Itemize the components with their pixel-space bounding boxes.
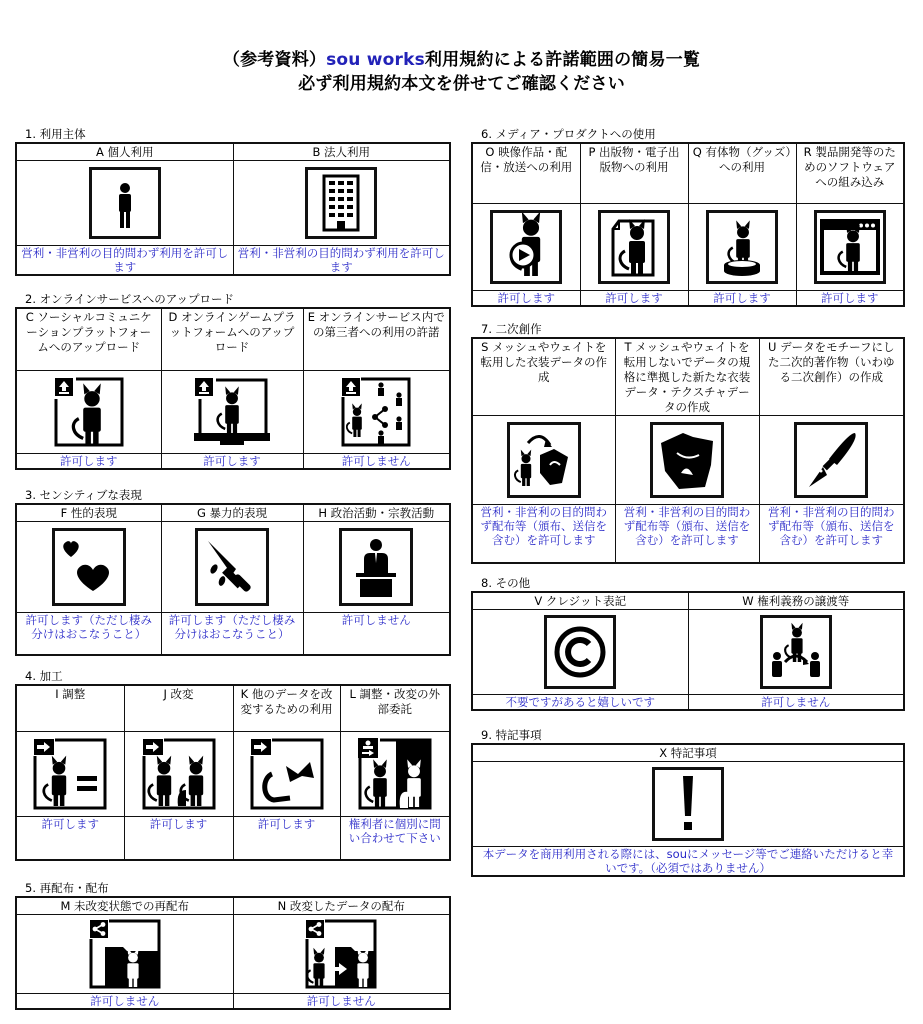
costume-transfer-icon	[507, 422, 581, 498]
section-label: 4. 加工	[25, 669, 63, 683]
status-text: 許可しません	[688, 695, 904, 711]
knife-icon	[195, 528, 269, 606]
item-header-j: J 改変	[124, 685, 233, 731]
section-redistribution	[15, 880, 451, 1010]
permission-table	[15, 684, 451, 861]
permission-table	[15, 142, 451, 276]
item-header-g: G 暴力的表現	[161, 504, 303, 522]
section-other	[471, 575, 905, 711]
section-sensitive-expression	[15, 487, 451, 656]
status-text: 許可します	[233, 816, 340, 860]
item-header-a: A 個人利用	[16, 143, 233, 161]
status-text: 本データを商用利用される際には、souにメッセージ等でご連絡いただけると幸いです。（必須ではありません）	[472, 847, 904, 877]
podium-speaker-icon	[339, 528, 413, 606]
status-text: 許可しません	[233, 994, 450, 1010]
section-label: 5. 再配布・配布	[25, 881, 109, 895]
item-header-s: S メッシュやウェイトを転用した衣装データの作成	[472, 338, 615, 416]
section-label: 3. センシティブな表現	[25, 488, 142, 502]
status-text: 許可します（ただし棲み分けはおこなうこと）	[16, 613, 161, 655]
costume-icon	[650, 422, 724, 498]
permission-table	[471, 743, 905, 877]
building-icon	[305, 167, 377, 239]
title-line-1: （参考資料）sou works利用規約による許諾範囲の簡易一覧	[222, 50, 701, 70]
upload-sns-icon	[54, 377, 124, 447]
status-text: 許可します	[16, 453, 161, 469]
document-publish-icon	[598, 210, 670, 284]
section-label: 2. オンラインサービスへのアップロード	[25, 292, 234, 306]
item-header-i: I 調整	[16, 685, 124, 731]
pen-nib-icon	[794, 422, 868, 498]
item-header-p: P 出版物・電子出版物への利用	[580, 143, 688, 203]
outsource-icon	[358, 738, 432, 810]
section-label: 6. メディア・プロダクトへの使用	[481, 127, 656, 141]
section-label: 1. 利用主体	[25, 127, 86, 141]
section-usage-subject	[15, 126, 451, 276]
item-header-o: O 映像作品・配信・放送への利用	[472, 143, 580, 203]
brand-name: sou works	[326, 50, 425, 70]
status-text: 許可します（ただし棲み分けはおこなうこと）	[161, 613, 303, 655]
exclamation-icon	[652, 767, 724, 841]
item-header-v: V クレジット表記	[472, 592, 688, 610]
status-text: 許可します	[472, 290, 580, 306]
hearts-icon	[52, 528, 126, 606]
status-text: 営利・非営利の目的問わず配布等（頒布、送信を含む）を許可します	[472, 505, 615, 563]
item-header-u: U データをモチーフにした二次的著作物（いわゆる二次創作）の作成	[759, 338, 904, 416]
share-third-party-icon	[341, 377, 411, 447]
status-text: 権利者に個別に問い合わせて下さい	[340, 816, 450, 860]
rights-transfer-icon	[760, 615, 832, 689]
permission-table	[471, 591, 905, 711]
status-text: 許可します	[688, 290, 796, 306]
section-special-notes	[471, 727, 905, 877]
copyright-icon	[544, 615, 616, 689]
status-text: 営利・非営利の目的問わず配布等（頒布、送信を含む）を許可します	[759, 505, 904, 563]
permission-table	[15, 896, 451, 1010]
permission-table	[15, 503, 451, 656]
parts-reuse-icon	[250, 738, 324, 810]
item-header-r: R 製品開発等のためのソフトウェアへの組み込み	[796, 143, 904, 203]
distribute-modified-icon	[305, 919, 377, 989]
status-text: 許可します	[580, 290, 688, 306]
item-header-c: C ソーシャルコミュニケーションプラットフォームへのアップロード	[16, 308, 161, 370]
section-media-product	[471, 126, 905, 307]
permission-table	[471, 337, 905, 564]
page-title	[0, 48, 923, 96]
item-header-k: K 他のデータを改変するための利用	[233, 685, 340, 731]
status-text: 許可しません	[303, 453, 450, 469]
item-header-e: E オンラインサービス内での第三者への利用の許諾	[303, 308, 450, 370]
figure-goods-icon	[706, 210, 778, 284]
adjust-equal-icon	[33, 738, 107, 810]
item-header-m: M 未改変状態での再配布	[16, 897, 233, 915]
item-header-x: X 特記事項	[472, 744, 904, 762]
item-header-d: D オンラインゲームプラットフォームへのアップロード	[161, 308, 303, 370]
permission-table	[15, 307, 451, 470]
video-play-icon	[490, 210, 562, 284]
status-text: 許可します	[796, 290, 904, 306]
upload-game-icon	[194, 377, 270, 447]
modify-icon	[142, 738, 216, 810]
section-processing	[15, 668, 451, 861]
item-header-h: H 政治活動・宗教活動	[303, 504, 450, 522]
status-text: 営利・非営利の目的問わず利用を許可します	[16, 246, 233, 276]
status-text: 許可します	[124, 816, 233, 860]
item-header-w: W 権利義務の譲渡等	[688, 592, 904, 610]
status-text: 営利・非営利の目的問わず利用を許可します	[233, 246, 450, 276]
item-header-n: N 改変したデータの配布	[233, 897, 450, 915]
item-header-b: B 法人利用	[233, 143, 450, 161]
item-header-t: T メッシュやウェイトを転用しないでデータの規格に準拠した新たな衣装データ・テクスチャデータの作成	[615, 338, 759, 416]
status-text: 許可しません	[16, 994, 233, 1010]
software-window-icon	[814, 210, 886, 284]
section-label: 9. 特記事項	[481, 728, 542, 742]
status-text: 許可しません	[303, 613, 450, 655]
section-online-upload	[15, 291, 451, 470]
section-derivative-works	[471, 321, 905, 564]
item-header-f: F 性的表現	[16, 504, 161, 522]
permission-table	[471, 142, 905, 307]
status-text: 営利・非営利の目的問わず配布等（頒布、送信を含む）を許可します	[615, 505, 759, 563]
status-text: 許可します	[16, 816, 124, 860]
section-label: 8. その他	[481, 576, 531, 590]
item-header-q: Q 有体物（グッズ）への利用	[688, 143, 796, 203]
status-text: 許可します	[161, 453, 303, 469]
section-label: 7. 二次創作	[481, 322, 542, 336]
person-icon	[89, 167, 161, 239]
redistribute-folder-icon	[89, 919, 161, 989]
status-text: 不要ですがあると嬉しいです	[472, 695, 688, 711]
title-line-2: 必ず利用規約本文を併せてご確認ください	[298, 74, 625, 94]
item-header-l: L 調整・改変の外部委託	[340, 685, 450, 731]
